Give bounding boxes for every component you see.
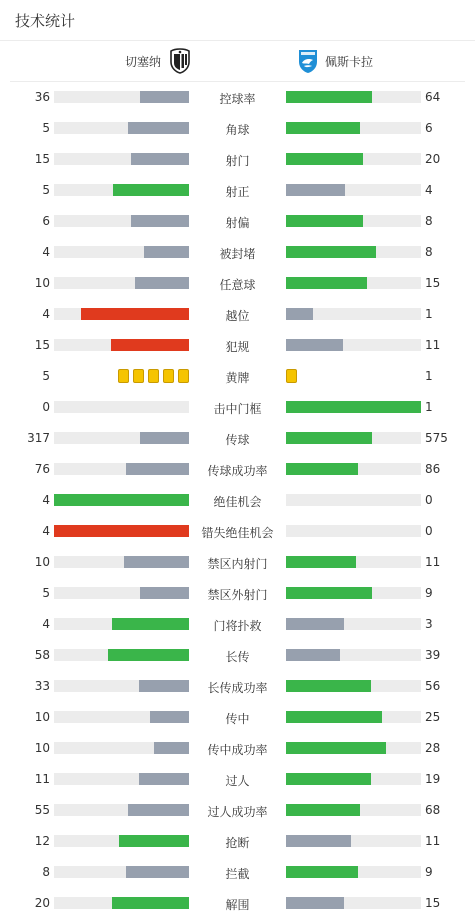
away-value: 0: [425, 493, 433, 507]
home-bar-track: [54, 277, 189, 289]
home-bar-fill: [126, 866, 189, 878]
stat-row: [0, 609, 475, 640]
away-bar-track: [286, 277, 421, 289]
stat-row: [0, 516, 475, 547]
home-bar-track: [54, 246, 189, 258]
home-bar-track: [54, 835, 189, 847]
away-bar-track: [286, 866, 421, 878]
stat-label: 门将扑救: [213, 619, 262, 633]
home-value: 33: [34, 679, 50, 693]
home-value: 76: [34, 462, 50, 476]
stat-row: [0, 454, 475, 485]
away-team-name: 佩斯卡拉: [325, 54, 374, 69]
stat-row: [0, 547, 475, 578]
stat-row: [0, 113, 475, 144]
home-value: 4: [42, 617, 50, 631]
away-bar-track: [286, 525, 421, 537]
away-team[interactable]: [293, 47, 373, 75]
home-bar-fill: [140, 432, 189, 444]
stats-list: [0, 82, 475, 919]
away-bar-track: [286, 618, 421, 630]
stat-row: [0, 330, 475, 361]
home-bar-fill: [111, 339, 189, 351]
away-value: 56: [425, 679, 441, 693]
away-value: 15: [425, 276, 441, 290]
away-value: 11: [425, 555, 441, 569]
home-value: 55: [34, 803, 50, 817]
away-bar-track: [286, 494, 421, 506]
home-value: 20: [34, 896, 50, 910]
stat-label: 射门: [225, 154, 250, 168]
away-value: 1: [425, 307, 433, 321]
home-bar-fill: [139, 773, 189, 785]
away-bar-track: [286, 246, 421, 258]
home-bar-fill: [140, 587, 189, 599]
home-bar-track: [54, 494, 189, 506]
home-value: 4: [42, 307, 50, 321]
away-bar-fill: [286, 246, 376, 258]
home-bar-fill: [144, 246, 189, 258]
home-bar-fill: [54, 494, 189, 506]
stat-label: 被封堵: [219, 247, 256, 261]
stat-row: [0, 640, 475, 671]
cesena-crest-icon: [169, 48, 191, 74]
stat-row: [0, 144, 475, 175]
stat-row: [0, 733, 475, 764]
home-value: 10: [34, 276, 50, 290]
away-value: 9: [425, 586, 433, 600]
stat-label: 过人: [225, 774, 250, 788]
stat-row: [0, 82, 475, 113]
away-bar-fill: [286, 897, 344, 909]
stat-row: [0, 175, 475, 206]
stat-row: [0, 578, 475, 609]
away-bar-track: [286, 711, 421, 723]
home-value: 5: [42, 586, 50, 600]
home-bar-track: [54, 680, 189, 692]
away-bar-track: [286, 339, 421, 351]
home-value: 0: [42, 400, 50, 414]
stat-label: 击中门框: [213, 402, 262, 416]
home-bar-track: [54, 897, 189, 909]
away-bar-track: [286, 742, 421, 754]
away-value: 11: [425, 834, 441, 848]
home-bar-track: [54, 122, 189, 134]
home-bar-track: [54, 401, 189, 413]
away-bar-fill: [286, 463, 358, 475]
away-bar-track: [286, 432, 421, 444]
home-bar-fill: [126, 463, 189, 475]
home-value: 10: [34, 741, 50, 755]
away-bar-fill: [286, 649, 340, 661]
away-bar-track: [286, 215, 421, 227]
away-value: 68: [425, 803, 441, 817]
yellow-card-icon: [286, 369, 297, 383]
home-bar-track: [54, 463, 189, 475]
home-value: 12: [34, 834, 50, 848]
away-value: 8: [425, 245, 433, 259]
home-value: 5: [42, 183, 50, 197]
stat-row: [0, 888, 475, 919]
stat-row: [0, 764, 475, 795]
stat-label: 长传成功率: [207, 681, 268, 695]
away-bar-fill: [286, 432, 372, 444]
away-bar-fill: [286, 401, 421, 413]
away-bar-fill: [286, 711, 382, 723]
header-bar: [0, 0, 475, 41]
teams-header: [10, 41, 465, 82]
stat-label: 犯规: [225, 340, 250, 354]
home-value: 10: [34, 555, 50, 569]
home-bar-fill: [140, 91, 189, 103]
away-value: 3: [425, 617, 433, 631]
away-bar-fill: [286, 587, 372, 599]
stat-row: [0, 237, 475, 268]
page-title: 技术统计: [15, 12, 76, 30]
stat-row: [0, 702, 475, 733]
away-value: 1: [425, 369, 433, 383]
home-bar-fill: [112, 618, 189, 630]
home-bar-fill: [81, 308, 189, 320]
home-bar-track: [54, 184, 189, 196]
stat-label: 角球: [225, 123, 250, 137]
home-bar-track: [54, 432, 189, 444]
away-bar-fill: [286, 215, 363, 227]
home-value: 15: [34, 338, 50, 352]
home-bar-fill: [119, 835, 189, 847]
away-bar-fill: [286, 680, 371, 692]
home-bar-fill: [135, 277, 189, 289]
home-bar-track: [54, 618, 189, 630]
home-bar-track: [54, 91, 189, 103]
home-bar-fill: [112, 897, 189, 909]
home-bar-fill: [154, 742, 189, 754]
home-value: 10: [34, 710, 50, 724]
stat-row: [0, 485, 475, 516]
away-value: 20: [425, 152, 441, 166]
yellow-card-icon: [118, 369, 129, 383]
away-value: 0: [425, 524, 433, 538]
stat-label: 射偏: [225, 216, 250, 230]
home-bar-track: [54, 556, 189, 568]
home-bar-track: [54, 804, 189, 816]
away-bar-fill: [286, 866, 358, 878]
home-value: 58: [34, 648, 50, 662]
home-value: 11: [34, 772, 50, 786]
away-value: 19: [425, 772, 441, 786]
stat-row: [0, 826, 475, 857]
stat-row: [0, 857, 475, 888]
stat-label: 禁区外射门: [207, 588, 268, 602]
home-bar-track: [54, 215, 189, 227]
away-bar-fill: [286, 122, 360, 134]
away-value: 39: [425, 648, 441, 662]
stat-row: [0, 299, 475, 330]
away-bar-track: [286, 153, 421, 165]
stat-row: [0, 206, 475, 237]
away-value: 4: [425, 183, 433, 197]
away-value: 1: [425, 400, 433, 414]
stat-label: 过人成功率: [207, 805, 268, 819]
away-bar-fill: [286, 91, 372, 103]
stat-label: 禁区内射门: [207, 557, 268, 571]
home-bar-fill: [113, 184, 189, 196]
home-value: 5: [42, 369, 50, 383]
away-bar-track: [286, 804, 421, 816]
away-value: 64: [425, 90, 441, 104]
home-bar-track: [54, 711, 189, 723]
away-value: 6: [425, 121, 433, 135]
away-value: 11: [425, 338, 441, 352]
away-value: 28: [425, 741, 441, 755]
home-bar-fill: [124, 556, 189, 568]
away-bar-track: [286, 308, 421, 320]
home-value: 4: [42, 245, 50, 259]
away-value: 15: [425, 896, 441, 910]
stat-label: 任意球: [219, 278, 256, 292]
stat-label: 射正: [225, 185, 250, 199]
stat-label: 长传: [225, 650, 250, 664]
home-value: 8: [42, 865, 50, 879]
away-bar-fill: [286, 277, 367, 289]
away-bar-fill: [286, 339, 343, 351]
away-bar-fill: [286, 184, 345, 196]
stat-label: 传中: [225, 712, 250, 726]
stat-label: 抢断: [225, 836, 250, 850]
away-bar-track: [286, 835, 421, 847]
away-bar-track: [286, 91, 421, 103]
yellow-card-icon: [163, 369, 174, 383]
pescara-crest-icon: [297, 48, 319, 74]
away-bar-fill: [286, 773, 371, 785]
away-value: 86: [425, 462, 441, 476]
stat-row: [0, 795, 475, 826]
away-bar-track: [286, 463, 421, 475]
home-bar-track: [54, 773, 189, 785]
home-bar-fill: [150, 711, 189, 723]
stat-row: [0, 268, 475, 299]
stat-row: [0, 671, 475, 702]
away-bar-track: [286, 401, 421, 413]
away-yellow-cards: [286, 369, 297, 383]
home-team-name: 切塞纳: [125, 54, 162, 69]
home-bar-track: [54, 339, 189, 351]
away-bar-track: [286, 649, 421, 661]
away-bar-fill: [286, 153, 363, 165]
away-bar-track: [286, 773, 421, 785]
away-bar-fill: [286, 742, 386, 754]
away-value: 25: [425, 710, 441, 724]
home-bar-fill: [108, 649, 189, 661]
stat-label: 传球成功率: [207, 464, 268, 478]
away-bar-fill: [286, 804, 360, 816]
home-yellow-cards: [118, 369, 189, 383]
home-bar-track: [54, 649, 189, 661]
home-bar-track: [54, 153, 189, 165]
away-bar-fill: [286, 835, 351, 847]
away-bar-fill: [286, 618, 344, 630]
away-bar-fill: [286, 308, 313, 320]
home-bar-track: [54, 742, 189, 754]
stat-label: 控球率: [219, 92, 256, 106]
home-value: 4: [42, 493, 50, 507]
away-bar-track: [286, 680, 421, 692]
stat-label: 错失绝佳机会: [201, 526, 274, 540]
stat-label: 绝佳机会: [213, 495, 262, 509]
home-bar-fill: [131, 215, 189, 227]
away-bar-track: [286, 184, 421, 196]
home-value: 15: [34, 152, 50, 166]
yellow-card-icon: [133, 369, 144, 383]
home-value: 5: [42, 121, 50, 135]
stat-row: [0, 423, 475, 454]
stat-row: [0, 361, 475, 392]
stat-label: 传中成功率: [207, 743, 268, 757]
home-value: 317: [27, 431, 50, 445]
stat-label: 传球: [225, 433, 250, 447]
stat-label: 黄牌: [225, 371, 250, 385]
home-bar-track: [54, 866, 189, 878]
home-bar-track: [54, 525, 189, 537]
stat-row: [0, 392, 475, 423]
home-bar-track: [54, 308, 189, 320]
stat-label: 越位: [225, 309, 250, 323]
home-value: 4: [42, 524, 50, 538]
home-bar-fill: [131, 153, 189, 165]
away-bar-track: [286, 122, 421, 134]
stat-label: 解围: [225, 898, 250, 912]
away-bar-fill: [286, 556, 356, 568]
away-value: 8: [425, 214, 433, 228]
home-value: 36: [34, 90, 50, 104]
away-bar-track: [286, 556, 421, 568]
away-value: 575: [425, 431, 448, 445]
yellow-card-icon: [178, 369, 189, 383]
away-bar-track: [286, 587, 421, 599]
yellow-card-icon: [148, 369, 159, 383]
home-bar-fill: [128, 122, 189, 134]
home-bar-fill: [128, 804, 189, 816]
home-bar-fill: [139, 680, 189, 692]
stat-label: 拦截: [225, 867, 250, 881]
home-bar-fill: [54, 525, 189, 537]
home-bar-track: [54, 587, 189, 599]
away-value: 9: [425, 865, 433, 879]
home-team[interactable]: [125, 47, 195, 75]
away-bar-track: [286, 897, 421, 909]
home-value: 6: [42, 214, 50, 228]
